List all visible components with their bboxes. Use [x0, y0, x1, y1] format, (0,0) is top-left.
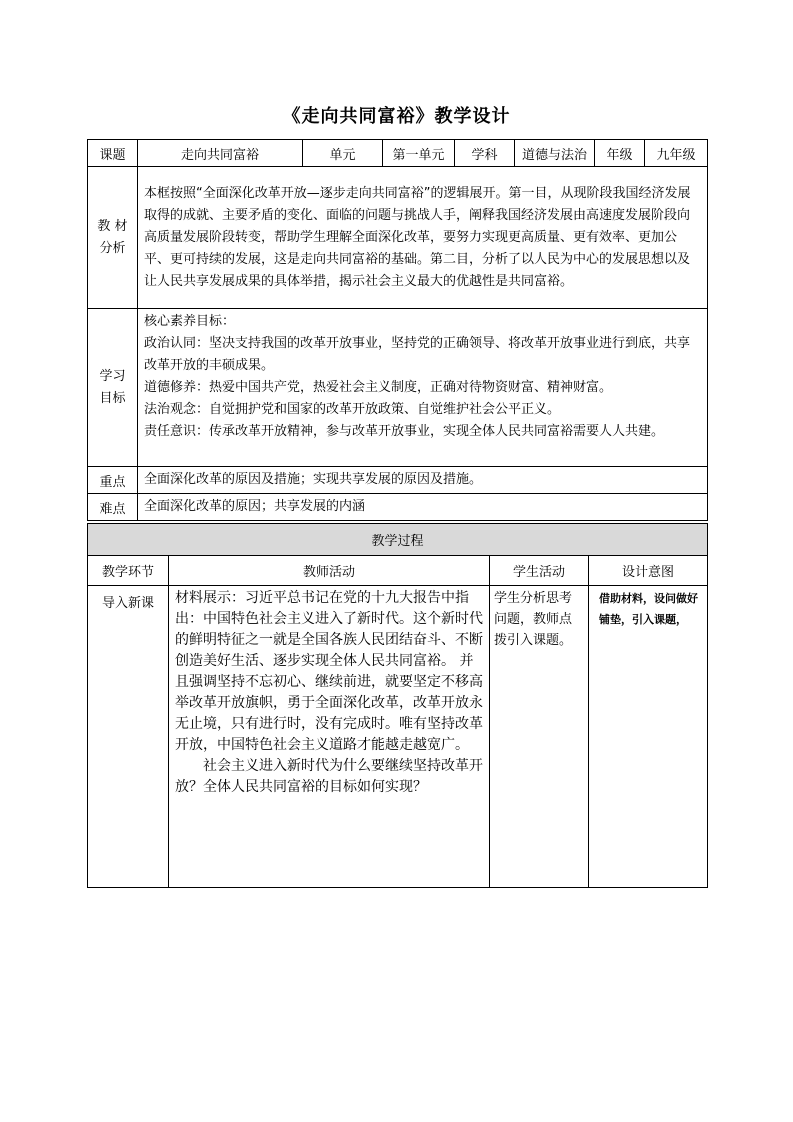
objectives-text [138, 309, 708, 467]
topic-value: 走向共同富裕 [138, 140, 303, 167]
objectives-line: 政治认同：坚决支持我国的改革开放事业，坚持党的正确领导、将改革开放事业进行到底，共享改革开放的丰硕成果。 [144, 336, 691, 373]
topic-label: 课题 [88, 140, 138, 167]
difficult-point-text: 全面深化改革的原因；共享发展的内涵 [138, 494, 708, 521]
objectives-line: 责任意识：传承改革开放精神，参与改革开放事业，实现全体人民共同富裕需要人人共建。 [144, 424, 665, 439]
teacher-activity-para: 社会主义进入新时代为什么要继续坚持改革开放？全体人民共同富裕的目标如何实现？ [175, 758, 483, 795]
key-point-text: 全面深化改革的原因及措施；实现共享发展的原因及措施。 [138, 467, 708, 494]
design-intent-cell: 借助材料，设问做好铺垫，引入课题， [589, 586, 708, 888]
objectives-line: 道德修养：热爱中国共产党，热爱社会主义制度，正确对待物资财富、精神财富。 [144, 380, 613, 395]
column-header: 教学环节 [88, 556, 169, 586]
objectives-line: 法治观念：自觉拥护党和国家的改革开放政策、自觉维护社会公平正义。 [144, 402, 561, 417]
column-header: 学生活动 [490, 556, 589, 586]
stage-cell: 导入新课 [88, 586, 169, 888]
analysis-label-line2: 分析 [99, 240, 126, 256]
teacher-activity-cell [169, 586, 490, 888]
analysis-label [88, 167, 138, 309]
analysis-text: 本框按照“全面深化改革开放—逐步走向共同富裕”的逻辑展开。第一目，从现阶段我国经济发展取得的成就、主要矛盾的变化、面临的问题与挑战人手，阐释我国经济发展由高速度发展阶段向高质量发展阶段转变，帮助学生理解全面深化改革，要努力实现更高质量、更有效率、更加公平、更可持续的发展，这是走向共同富裕的基础。第二目，分析了以人民为中心的发展思想以及让人民共享发展成果的具体举措，揭示社会主义最大的优越性是共同富裕。 [138, 167, 708, 309]
difficult-point-label: 难点 [88, 494, 138, 521]
process-heading: 教学过程 [88, 524, 708, 556]
info-table [87, 139, 708, 521]
subject-value: 道德与法治 [515, 140, 595, 167]
objectives-line: 核心素养目标： [144, 314, 236, 329]
objectives-label [88, 309, 138, 467]
subject-label: 学科 [455, 140, 515, 167]
column-header: 设计意图 [589, 556, 708, 586]
column-header: 教师活动 [169, 556, 490, 586]
analysis-label-line1: 教 材 [97, 218, 128, 234]
unit-value: 第一单元 [383, 140, 455, 167]
unit-label: 单元 [303, 140, 383, 167]
objectives-label-line2: 目标 [99, 390, 126, 406]
objectives-label-line1: 学习 [99, 368, 126, 384]
teacher-activity-para: 材料展示：习近平总书记在党的十九大报告中指出：中国特色社会主义进入了新时代。这个新时代的鲜明特征之一就是全国各族人民团结奋斗、不断创造美好生活、逐步实现全体人民共同富裕。 并且强调坚持不忘初心、继续前进，就要坚定不移高举改革开放旗帜，勇于全面深化改革，改革开放永无止境，只有进行时，没有完成时。唯有坚持改革开放，中国特色社会主义道路才能越走越宽广。 [175, 590, 483, 753]
grade-value: 九年级 [645, 140, 708, 167]
process-table [87, 523, 708, 888]
grade-label: 年级 [595, 140, 645, 167]
page-title: 《走向共同富裕》教学设计 [282, 106, 511, 127]
key-point-label: 重点 [88, 467, 138, 494]
student-activity-cell: 学生分析思考问题，教师点拨引入课题。 [490, 586, 589, 888]
